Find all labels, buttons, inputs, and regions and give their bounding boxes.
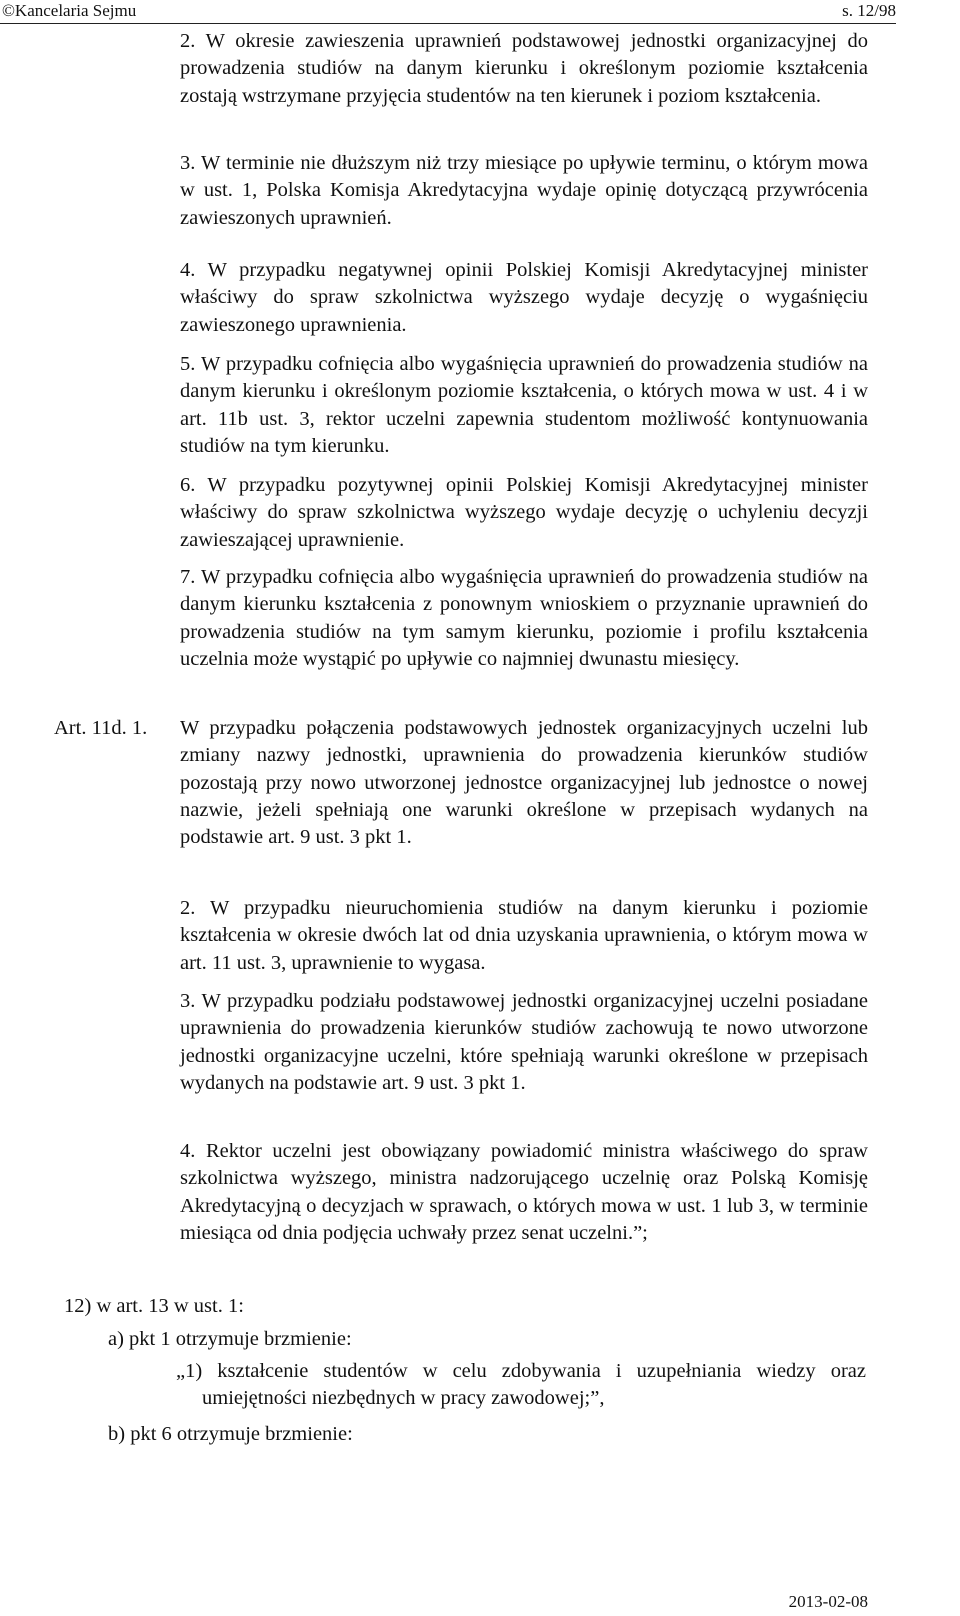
paragraph-7: 7. W przypadku cofnięcia albo wygaśnięcia uprawnień do prowadzenia studiów na danym kierunku kształcenia z ponownym wnioskiem o przyznanie uprawnień do prowadzenia studiów na tym samym kierunku, poziomie i profilu kształcenia uczelnia może wystąpić po upływie co najmniej dwunastu miesięcy. — [180, 566, 868, 670]
quote-text: „1) kształcenie studentów w celu zdobywania i uzupełniania wiedzy oraz umiejętności niezbędnych w pracy zawodowej;”, — [176, 1360, 866, 1410]
document-date: 2013-02-08 — [788, 1592, 868, 1611]
article-paragraph-4: 4. Rektor uczelni jest obowiązany powiadomić ministra właściwego do spraw szkolnictwa wyższego, ministra nadzorującego uczelnię oraz Polską Komisję Akredytacyjną o decyzjach w sprawach, o których mowa w ust. 1 lub 3, w terminie miesiąca od dnia podjęcia uchwały przez senat uczelni.”; — [180, 1140, 868, 1244]
paragraph-3: 3. W terminie nie dłuższym niż trzy miesiące po upływie terminu, o którym mowa w ust. 1, Polska Komisja Akredytacyjna wydaje opinię dotyczącą przywrócenia zawieszonych uprawnień. — [180, 152, 868, 229]
amendment-point-b: b) pkt 6 otrzymuje brzmienie: — [108, 1423, 353, 1445]
article-label: Art. 11d. 1. — [54, 717, 148, 739]
article-paragraph-2: 2. W przypadku nieuruchomienia studiów na danym kierunku i poziomie kształcenia w okresie dwóch lat od dnia uzyskania uprawnienia, o którym mowa w art. 11 ust. 3, uprawnienie to wygasa. — [180, 897, 868, 974]
header-divider — [0, 23, 896, 24]
amendment-item-12: 12) w art. 13 w ust. 1: — [64, 1295, 244, 1317]
paragraph-5: 5. W przypadku cofnięcia albo wygaśnięcia uprawnień do prowadzenia studiów na danym kierunku i określonym poziomie kształcenia, o których mowa w ust. 4 i w art. 11b ust. 3, rektor uczelni zapewnia studentom możliwość kontynuowania studiów na tym kierunku. — [180, 353, 868, 457]
paragraph-4: 4. W przypadku negatywnej opinii Polskiej Komisji Akredytacyjnej minister właściwy do spraw szkolnictwa wyższego wydaje decyzję o wygaśnięciu zawieszonego uprawnienia. — [180, 259, 868, 336]
paragraph-2: 2. W okresie zawieszenia uprawnień podstawowej jednostki organizacyjnej do prowadzenia studiów na danym kierunku i określonym poziomie kształcenia zostają wstrzymane przyjęcia studentów na ten kierunek i poziom kształcenia. — [180, 30, 868, 107]
page-header — [0, 0, 960, 24]
article-11d — [54, 715, 868, 851]
amendment-point-a: a) pkt 1 otrzymuje brzmienie: — [108, 1328, 352, 1350]
article-paragraph-1: W przypadku połączenia podstawowych jednostek organizacyjnych uczelni lub zmiany nazwy jednostki, uprawnienia do prowadzenia kierunków studiów pozostają przy nowo utworzonej jednostce organizacyjnej lub jednostce o nowej nazwie, jeżeli spełniają one warunki określone w przepisach wydanych na podstawie art. 9 ust. 3 pkt 1. — [180, 717, 868, 849]
paragraph-6: 6. W przypadku pozytywnej opinii Polskiej Komisji Akredytacyjnej minister właściwy do spraw szkolnictwa wyższego wydaje decyzję o uchyleniu decyzji zawieszającej uprawnienie. — [180, 474, 868, 551]
amendment-quote — [176, 1358, 866, 1413]
article-paragraph-3: 3. W przypadku podziału podstawowej jednostki organizacyjnej uczelni posiadane uprawnienia do prowadzenia kierunków studiów zachowują te nowo utworzone jednostki organizacyjne uczelni, które spełniają warunki określone w przepisach wydanych na podstawie art. 9 ust. 3 pkt 1. — [180, 990, 868, 1094]
page-number: s. 12/98 — [842, 1, 896, 20]
copyright-notice: ©Kancelaria Sejmu — [2, 1, 137, 20]
